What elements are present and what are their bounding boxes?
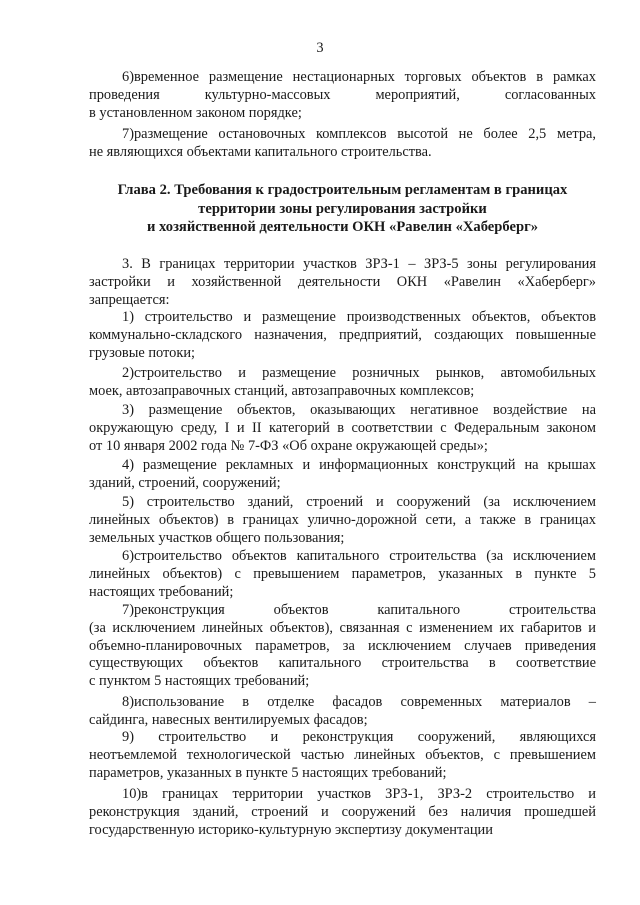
text-line: зданий, строений, сооружений; [89, 474, 281, 491]
list-item [89, 309, 596, 362]
list-item [89, 365, 596, 401]
text-line: 3. В границах территории участков ЗРЗ-1 – ЗРЗ-5 зоны регулирования [122, 256, 596, 272]
text-line: 4) размещение рекламных и информационных конструкций на крышах [122, 457, 596, 473]
text-line: от 10 января 2002 года № 7-ФЗ «Об охране окружающей среды»; [89, 437, 488, 454]
list-item [89, 457, 596, 493]
text-line: застройки и хозяйственной деятельности ОКН «Равелин «Хаберберг» [89, 273, 596, 290]
text-line: линейных объектов) с превышением параметров, указанных в пункте 5 [89, 565, 596, 582]
text-line: государственную историко-культурную экспертизу документации [89, 821, 493, 838]
text-line: 9) строительство и реконструкция сооружений, являющихся [122, 729, 596, 745]
text-line: 3) размещение объектов, оказывающих негативное воздействие на [122, 402, 596, 418]
text-line: параметров, указанных в пункте 5 настоящих требований; [89, 764, 447, 781]
text-line: с пунктом 5 настоящих требований; [89, 673, 310, 690]
text-line: сайдинга, навесных вентилируемых фасадов; [89, 711, 368, 728]
text-line: (за исключением линейных объектов), связанная с изменением их габаритов и [89, 619, 596, 636]
text-line: 7)реконструкция объектов капитального строительства [122, 602, 596, 618]
text-line: 8)использование в отделке фасадов современных материалов – [122, 694, 596, 710]
list-item [89, 729, 596, 782]
heading-line: и хозяйственной деятельности ОКН «Равелин «Хаберберг» [146, 219, 539, 235]
text-line: объемно-планировочных параметров, за исключением случаев приведения [89, 637, 596, 654]
list-item [89, 402, 596, 455]
text-line: не являющихся объектами капитального строительства. [89, 143, 432, 160]
text-line: коммунально-складского назначения, предприятий, создающих повышенные [89, 326, 596, 343]
text-line: линейных объектов) в границах улично-дорожной сети, а также в границах [89, 511, 596, 528]
list-item [89, 548, 596, 601]
text-line: 1) строительство и размещение производственных объектов, объектов [122, 309, 596, 325]
text-line: запрещается: [89, 291, 170, 308]
text-line: окружающую среду, I и II категорий в соответствии с Федеральным законом [89, 419, 596, 436]
text-line: моек, автозаправочных станций, автозаправочных комплексов; [89, 382, 475, 399]
heading-line: Глава 2. Требования к градостроительным регламентам в границах [117, 182, 568, 198]
text-line: 6)строительство объектов капитального строительства (за исключением [122, 548, 596, 564]
text-line: в установленном законом порядке; [89, 104, 302, 121]
page-number: 3 [316, 40, 324, 56]
chapter-heading [89, 181, 596, 237]
list-item [89, 602, 596, 691]
list-item [89, 786, 596, 839]
text-line: проведения культурно-массовых мероприятий, согласованных [89, 86, 596, 103]
text-line: настоящих требований; [89, 583, 234, 600]
list-item [89, 694, 596, 730]
list-item [89, 494, 596, 547]
heading-line: территории зоны регулирования застройки [198, 200, 487, 217]
section-paragraph [89, 256, 596, 309]
text-line: 2)строительство и размещение розничных рынков, автомобильных [122, 365, 596, 381]
text-line: 7)размещение остановочных комплексов высотой не более 2,5 метра, [122, 126, 596, 142]
text-line: грузовые потоки; [89, 344, 196, 361]
text-line: существующих объектов капитального строительства в соответствие [89, 655, 596, 672]
text-line: земельных участков общего пользования; [89, 529, 345, 546]
text-line: реконструкция зданий, строений и сооружений без наличия прошедшей [89, 803, 596, 820]
text-line: 5) строительство зданий, строений и сооружений (за исключением [122, 494, 596, 510]
list-item [89, 126, 596, 162]
list-item [89, 69, 596, 122]
text-line: 10)в границах территории участков ЗРЗ-1, ЗРЗ-2 строительство и [122, 786, 596, 802]
text-line: 6)временное размещение нестационарных торговых объектов в рамках [122, 69, 596, 85]
text-line: неотъемлемой технологической частью линейных объектов, с превышением [89, 746, 596, 763]
